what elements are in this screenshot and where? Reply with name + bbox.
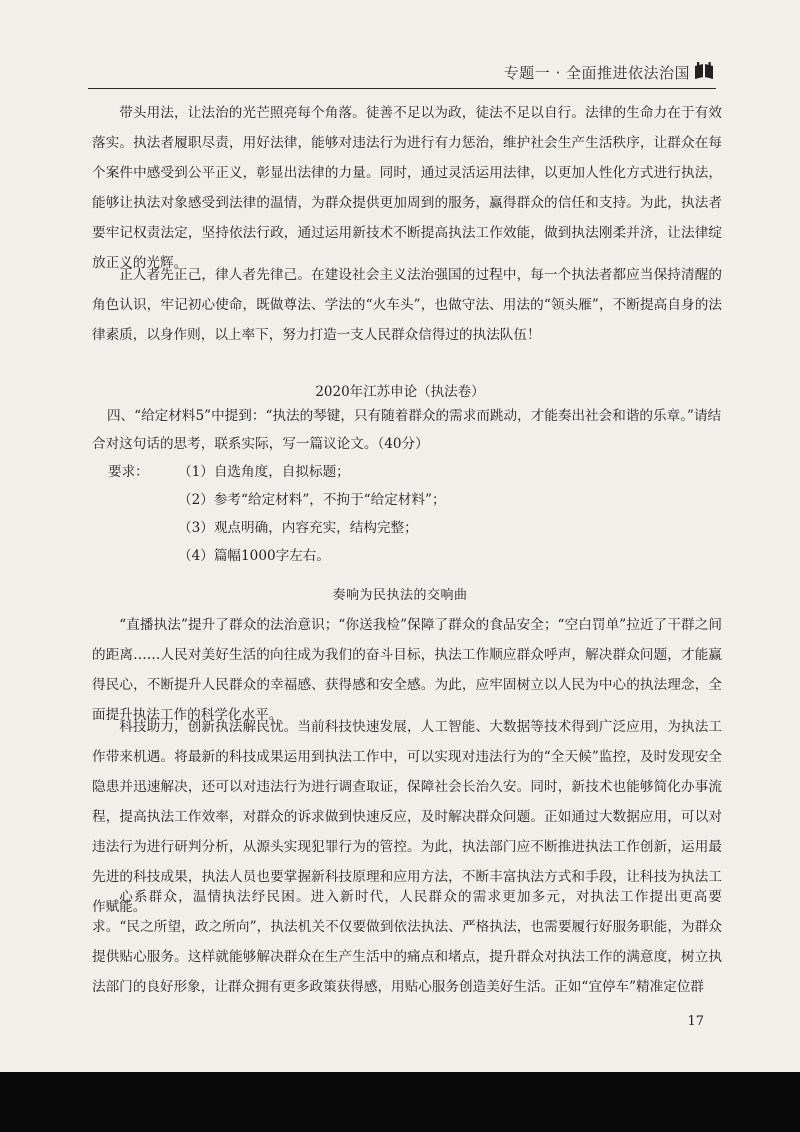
essay-paragraph: 心系群众，温情执法纾民困。进入新时代，人民群众的需求更加多元，对执法工作提出更高要求。“民之所望，政之所向”，执法机关不仅要做到依法执法、严格执法，也需要履行好服务职能，为群众提供贴心服务。这样就能够解决群众在生产生活中的痛点和堵点，提升群众对执法工作的满意度，树立执法部门的良好形象，让群众拥有更多政策获得感，用贴心服务创造美好生活。正如“宜停车”精准定位群	[92, 889, 722, 995]
body-paragraph: 正人者先正己，律人者先律己。在建设社会主义法治强国的过程中，每一个执法者都应当保持清醒的角色认识，牢记初心使命，既做尊法、学法的“火车头”，也做守法、用法的“领头雁”，不断提高自身的法律素质，以身作则，以上率下，努力打造一支人民群众信得过的执法队伍！	[92, 267, 722, 343]
requirements-label: 要求：	[108, 464, 149, 480]
scan-bottom-border	[0, 1072, 800, 1132]
essay-title: 奏响为民执法的交响曲	[332, 588, 468, 603]
requirement-item: （1）自选角度，自拟标题；	[178, 464, 350, 480]
page-number: 17	[687, 1014, 704, 1029]
essay-paragraph: “直播执法”提升了群众的法治意识；“你送我检”保障了群众的食品安全；“空白罚单”拉近了干群之间的距离……人民对美好生活的向往成为我们的奋斗目标，执法工作顺应群众呼声，解决群众问题，才能赢得民心，不断提升人民群众的幸福感、获得感和安全感。为此，应牢固树立以人民为中心的执法理念，全面提升执法工作的科学化水平。	[92, 617, 722, 723]
header-divider	[88, 88, 716, 89]
running-header-title: 专题一 · 全面推进依法治国	[503, 64, 690, 82]
exam-question: 四、“给定材料5”中提到：“执法的琴键，只有随着群众的需求而跳动，才能奏出社会和谐的乐章。”请结合对这句话的思考，联系实际，写一篇议论文。（40分）	[92, 408, 722, 452]
requirement-item: （4）篇幅1000字左右。	[178, 548, 330, 564]
book-icon	[694, 62, 714, 80]
exam-section-title: 2020年江苏申论（执法卷）	[315, 384, 485, 400]
body-paragraph: 带头用法，让法治的光芒照亮每个角落。徒善不足以为政，徒法不足以自行。法律的生命力在于有效落实。执法者履职尽责，用好法律，能够对违法行为进行有力惩治，维护社会生产生活秩序，让群众在每个案件中感受到公平正义，彰显出法律的力量。同时，通过灵活运用法律，以更加人性化方式进行执法，能够让执法对象感受到法律的温情，为群众提供更加周到的服务，赢得群众的信任和支持。为此，执法者要牢记权责法定，坚持依法行政，通过运用新技术不断提高执法工作效能，做到执法刚柔并济，让法律绽放正义的光辉。	[92, 105, 722, 271]
requirement-item: （2）参考“给定材料”，不拘于“给定材料”；	[178, 492, 446, 508]
essay-paragraph: 科技助力，创新执法解民忧。当前科技快速发展，人工智能、大数据等技术得到广泛应用，为执法工作带来机遇。将最新的科技成果运用到执法工作中，可以实现对违法行为的“全天候”监控，及时发现安全隐患并迅速解决，还可以对违法行为进行调查取证，保障社会长治久安。同时，新技术也能够简化办事流程，提高执法工作效率，对群众的诉求做到快速反应，及时解决群众问题。正如通过大数据应用，可以对违法行为进行研判分析，从源头实现犯罪行为的管控。为此，执法部门应不断推进执法工作创新，运用最先进的科技成果，执法人员也要掌握新科技原理和应用方法，不断丰富执法方式和手段，让科技为执法工作赋能。	[92, 719, 722, 915]
requirements-list	[178, 458, 446, 570]
requirement-item: （3）观点明确，内容充实，结构完整；	[178, 520, 418, 536]
